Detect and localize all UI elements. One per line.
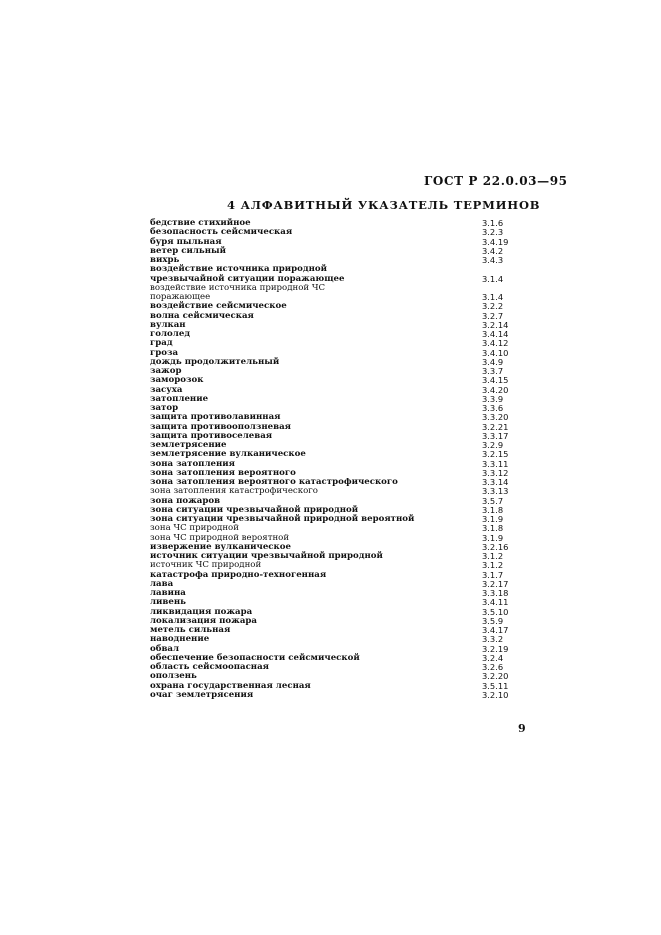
index-term: затопление [150, 393, 209, 404]
index-entry [147, 321, 527, 330]
index-clause-ref: 3.1.2 [482, 560, 504, 571]
index-clause-ref: 3.2.17 [482, 578, 509, 589]
index-term: очаг землетрясения [150, 689, 254, 700]
index-clause-ref: 3.1.2 [482, 551, 504, 561]
index-entry [147, 330, 527, 339]
index-entry [147, 376, 527, 385]
index-clause-ref: 3.1.6 [482, 218, 504, 228]
index-term: обвал [150, 643, 180, 654]
index-term: град [150, 338, 173, 349]
index-term: дождь продолжительный [150, 356, 280, 367]
index-term: гроза [150, 347, 179, 358]
index-entry [147, 358, 527, 367]
index-term: защита противолавинная [150, 412, 281, 423]
index-clause-ref: 3.2.16 [482, 541, 509, 552]
index-clause-ref: 3.4.12 [482, 338, 509, 349]
index-clause-ref: 3.2.3 [482, 227, 504, 238]
index-term: оползень [150, 671, 197, 682]
index-term: землетрясение вулканическое [150, 449, 306, 460]
index-clause-ref: 3.2.7 [482, 310, 504, 321]
index-term: область сейсмоопасная [150, 662, 270, 672]
index-term: зона затопления [150, 458, 236, 469]
index-clause-ref: 3.1.4 [482, 273, 504, 284]
index-clause-ref: 3.3.7 [482, 366, 504, 376]
index-clause-ref: 3.4.9 [482, 356, 504, 367]
standard-code-header: ГОСТ Р 22.0.03—95 [424, 174, 568, 188]
index-clause-ref: 3.5.9 [482, 615, 504, 626]
index-clause-ref: 3.3.11 [482, 458, 509, 469]
section-title: 4 АЛФАВИТНЫЙ УКАЗАТЕЛЬ ТЕРМИНОВ [227, 198, 541, 212]
index-term: источник ЧС природной [150, 560, 262, 571]
index-term: буря пыльная [150, 236, 222, 247]
index-term: источник ситуации чрезвычайной природной [150, 551, 383, 561]
index-term: охрана государственная лесная [150, 680, 311, 691]
index-term: вулкан [150, 319, 186, 330]
index-term: воздействие источника природной [150, 264, 328, 275]
index-term: ливень [150, 597, 186, 608]
index-entry [147, 691, 527, 700]
index-clause-ref: 3.4.14 [482, 329, 509, 339]
index-term: волна сейсмическая [150, 310, 254, 321]
index-term: зона ЧС природной вероятной [150, 532, 290, 543]
index-entry [147, 635, 527, 644]
index-clause-ref: 3.4.20 [482, 384, 509, 395]
index-clause-ref: 3.1.9 [482, 532, 504, 543]
index-clause-ref: 3.3.13 [482, 486, 509, 497]
index-term: зона ситуации чрезвычайной природной вероятной [150, 514, 415, 524]
index-term: заморозок [150, 375, 204, 386]
index-entry [147, 367, 527, 376]
index-term: лава [150, 578, 174, 589]
index-clause-ref: 3.2.15 [482, 449, 509, 460]
index-clause-ref: 3.3.17 [482, 430, 509, 441]
index-clause-ref: 3.4.3 [482, 255, 504, 265]
index-clause-ref: 3.2.9 [482, 440, 504, 450]
index-entry [147, 395, 527, 404]
index-term: катастрофа природно-техногенная [150, 569, 327, 580]
index-clause-ref: 3.3.9 [482, 393, 504, 404]
index-clause-ref: 3.5.11 [482, 680, 509, 691]
index-clause-ref: 3.5.7 [482, 495, 504, 506]
index-clause-ref: 3.4.19 [482, 236, 509, 247]
index-clause-ref: 3.2.19 [482, 643, 509, 654]
index-term: метель сильная [150, 625, 231, 635]
index-entry [147, 339, 527, 348]
index-term: воздействие источника природной ЧС [150, 282, 326, 293]
index-term: зона затопления вероятного катастрофического [150, 477, 398, 487]
index-clause-ref: 3.2.2 [482, 301, 504, 312]
index-clause-ref: 3.1.8 [482, 504, 504, 515]
index-term: зона затопления катастрофического [150, 486, 318, 497]
index-term: безопасность сейсмическая [150, 227, 293, 238]
index-term: локализация пожара [150, 615, 257, 626]
alphabetical-term-index [147, 219, 527, 700]
index-clause-ref: 3.2.10 [482, 689, 509, 700]
index-clause-ref: 3.2.4 [482, 652, 504, 663]
index-term: лавина [150, 588, 186, 598]
page-number: 9 [518, 722, 526, 735]
index-entry [147, 312, 527, 321]
index-clause-ref: 3.2.14 [482, 319, 509, 330]
index-term: защита противооползневая [150, 421, 291, 432]
index-clause-ref: 3.4.2 [482, 245, 504, 256]
index-term: извержение вулканическое [150, 541, 291, 552]
index-clause-ref: 3.2.21 [482, 421, 509, 432]
index-term: наводнение [150, 634, 210, 645]
index-clause-ref: 3.3.18 [482, 588, 509, 598]
index-clause-ref: 3.4.11 [482, 597, 509, 608]
index-entry [147, 589, 527, 598]
index-clause-ref: 3.3.12 [482, 467, 509, 478]
index-entry [147, 663, 527, 672]
index-clause-ref: 3.4.10 [482, 347, 509, 358]
index-clause-ref: 3.1.8 [482, 523, 504, 534]
index-clause-ref: 3.4.17 [482, 625, 509, 635]
index-clause-ref: 3.3.2 [482, 634, 504, 645]
index-term: зона затопления вероятного [150, 467, 296, 478]
index-term: ликвидация пожара [150, 606, 253, 617]
index-term: зажор [150, 366, 182, 376]
index-term: гололед [150, 329, 191, 339]
index-clause-ref: 3.2.6 [482, 662, 504, 672]
index-clause-ref: 3.1.9 [482, 514, 504, 524]
index-term: чрезвычайной ситуации поражающее [150, 273, 345, 284]
index-term: воздействие сейсмическое [150, 301, 287, 312]
index-clause-ref: 3.3.6 [482, 403, 504, 413]
index-clause-ref: 3.3.20 [482, 412, 509, 423]
index-clause-ref: 3.5.10 [482, 606, 509, 617]
index-clause-ref: 3.4.15 [482, 375, 509, 386]
index-clause-ref: 3.1.7 [482, 569, 504, 580]
index-entry [147, 580, 527, 589]
index-clause-ref: 3.3.14 [482, 477, 509, 487]
index-term: затор [150, 403, 179, 413]
index-entry [147, 247, 527, 256]
index-term: землетрясение [150, 440, 227, 450]
index-term: зона пожаров [150, 495, 221, 506]
index-term: зона ситуации чрезвычайной природной [150, 504, 359, 515]
index-clause-ref: 3.2.20 [482, 671, 509, 682]
index-term: ветер сильный [150, 245, 227, 256]
index-term: засуха [150, 384, 183, 395]
index-term: вихрь [150, 255, 180, 265]
index-clause-ref: 3.1.4 [482, 292, 504, 302]
index-term: поражающее [150, 292, 211, 302]
index-term: защита противоселевая [150, 430, 273, 441]
index-term: зона ЧС природной [150, 523, 239, 534]
index-term: бедствие стихийное [150, 218, 251, 228]
index-entry [147, 571, 527, 580]
index-term: обеспечение безопасности сейсмической [150, 652, 360, 663]
